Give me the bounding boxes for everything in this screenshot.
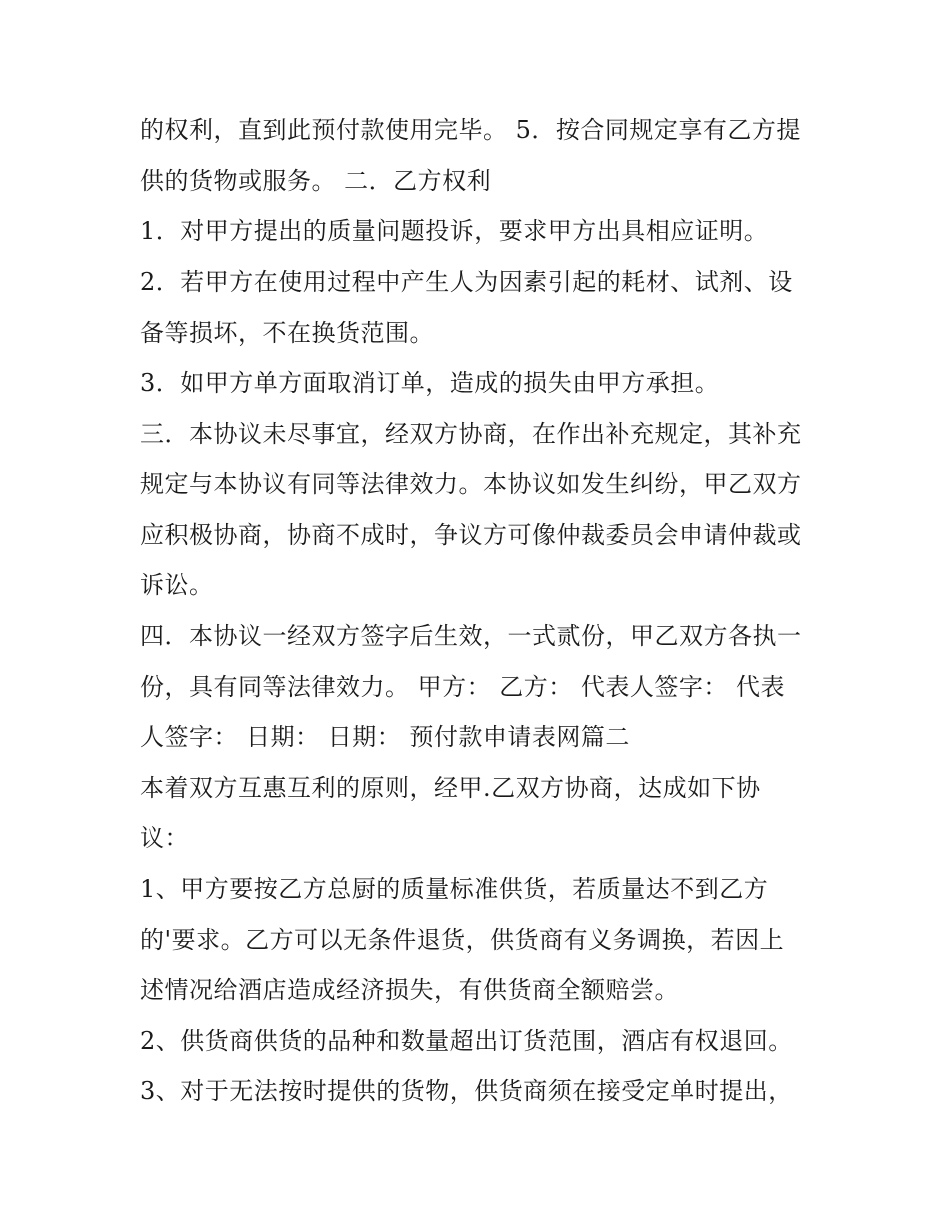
text-line: 四．本协议一经双方签字后生效，一式贰份，甲乙双方各执一 bbox=[140, 622, 802, 650]
text-line: 议： bbox=[140, 824, 189, 852]
text-line: 1、甲方要按乙方总厨的质量标准供货，若质量达不到乙方 bbox=[140, 875, 769, 903]
text-line: 应积极协商，协商不成时，争议方可像仲裁委员会申请仲裁或 bbox=[140, 521, 802, 549]
text-line: 份，具有同等法律效力。 甲方： 乙方： 代表人签字： 代表 bbox=[140, 673, 786, 701]
text-line: 本着双方互惠互利的原则，经甲.乙双方协商，达成如下协 bbox=[140, 774, 761, 802]
text-line: 3、对于无法按时提供的货物，供货商须在接受定单时提出， bbox=[140, 1077, 793, 1105]
text-line: 规定与本协议有同等法律效力。本协议如发生纠纷，甲乙双方 bbox=[140, 470, 802, 498]
text-line: 人签字： 日期： 日期： 预付款申请表网篇二 bbox=[140, 723, 630, 751]
text-line: 2、供货商供货的品种和数量超出订货范围，酒店有权退回。 bbox=[140, 1027, 793, 1055]
text-line: 3．如甲方单方面取消订单，造成的损失由甲方承担。 bbox=[140, 369, 720, 397]
text-line: 的权利，直到此预付款使用完毕。 5．按合同规定享有乙方提 bbox=[140, 116, 801, 144]
text-line: 诉讼。 bbox=[140, 571, 214, 599]
text-line: 备等损坏，不在换货范围。 bbox=[140, 319, 434, 347]
text-line: 2．若甲方在使用过程中产生人为因素引起的耗材、试剂、设 bbox=[140, 268, 793, 296]
text-line: 1．对甲方提出的质量问题投诉，要求甲方出具相应证明。 bbox=[140, 217, 769, 245]
text-line: 述情况给酒店造成经济损失，有供货商全额赔尝。 bbox=[140, 976, 679, 1004]
text-line: 三．本协议未尽事宜，经双方协商，在作出补充规定，其补充 bbox=[140, 420, 802, 448]
text-line: 的'要求。乙方可以无条件退货，供货商有义务调换，若因上 bbox=[140, 926, 785, 954]
text-line: 供的货物或服务。 二．乙方权利 bbox=[140, 167, 492, 195]
